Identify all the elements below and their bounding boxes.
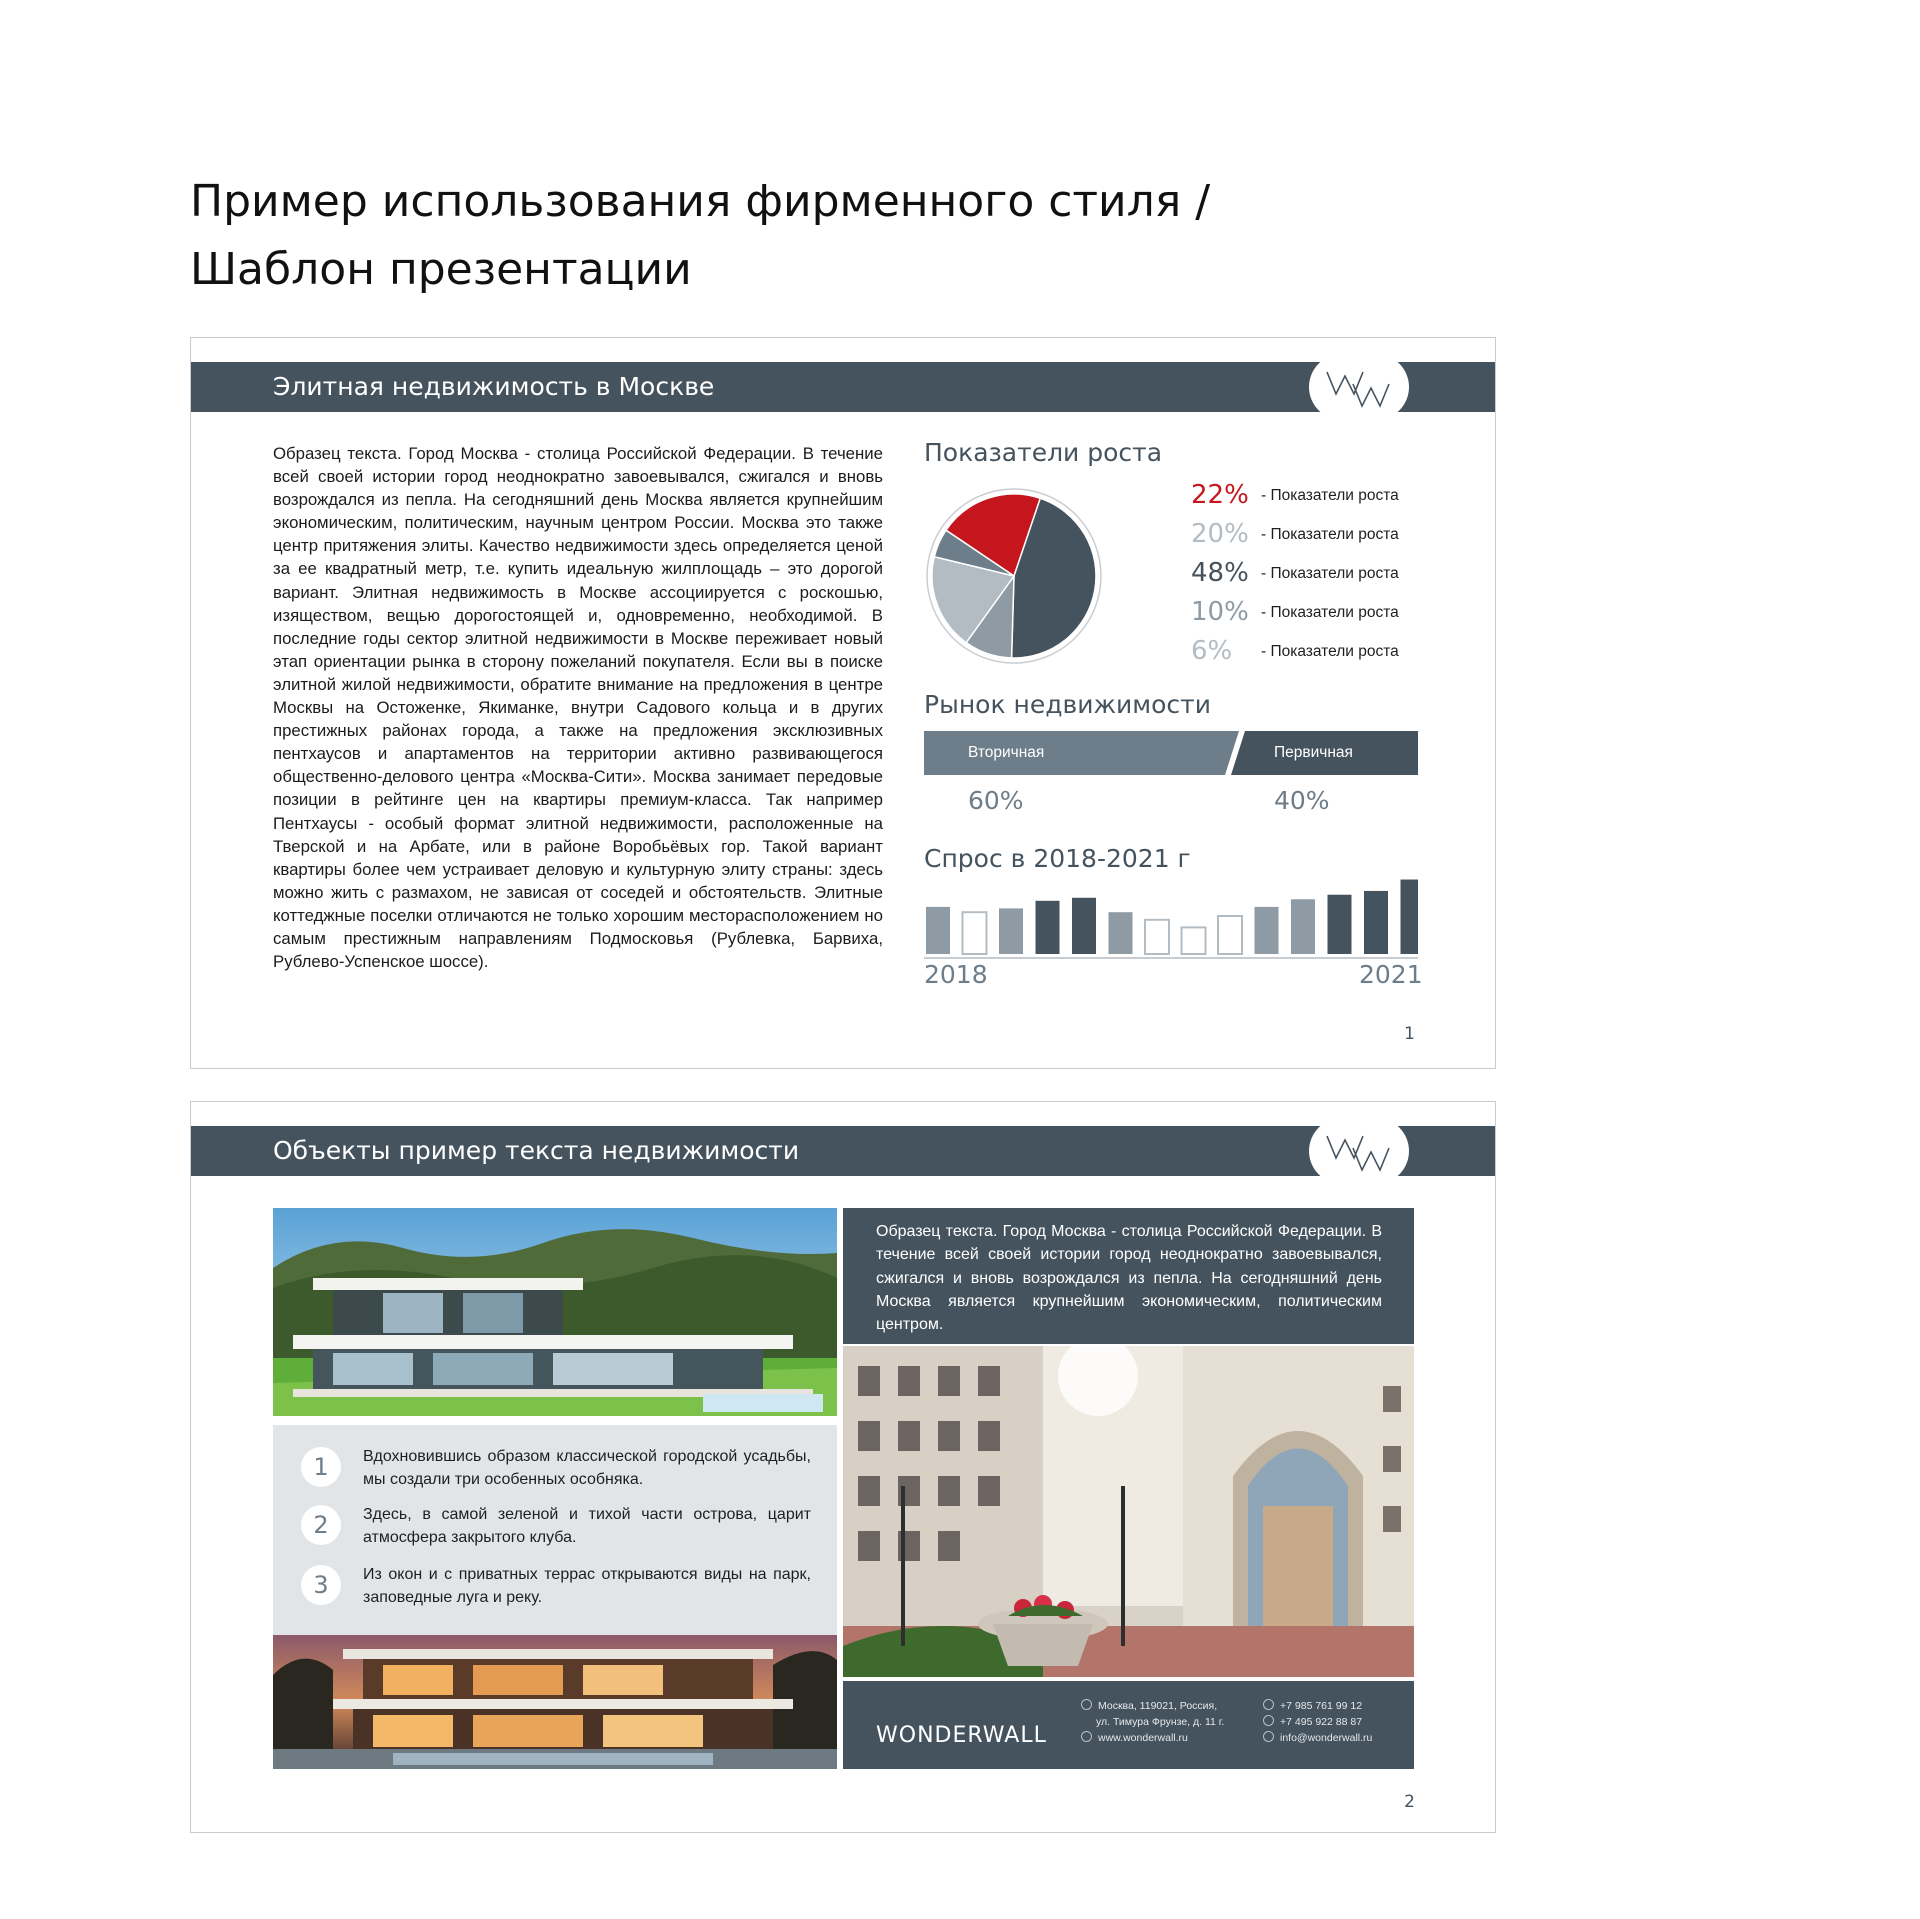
- mail-icon: [1263, 1731, 1274, 1742]
- location-icon: [1081, 1699, 1092, 1710]
- page-title: [190, 168, 1490, 304]
- list-item-2: Здесь, в самой зеленой и тихой части острова, царит атмосфера закрытого клуба.: [363, 1506, 811, 1546]
- brand-logo-text: WONDERWALL: [876, 1723, 1047, 1748]
- page-title-line-1: Пример использования фирменного стиля /: [190, 176, 1211, 227]
- legend-label: - Показатели роста: [1261, 643, 1399, 660]
- email[interactable]: info@wonderwall.ru: [1263, 1730, 1372, 1746]
- address-line-1: Москва, 119021, Россия,: [1081, 1698, 1217, 1714]
- demand-year-start: 2018: [924, 960, 988, 989]
- list-number-3: 3: [301, 1565, 341, 1605]
- legend-percent: 10%: [1191, 597, 1249, 627]
- features-list: [273, 1425, 837, 1637]
- ww-logo-icon: [1309, 1118, 1409, 1184]
- contact-footer: [843, 1681, 1414, 1769]
- phone-icon: [1263, 1699, 1274, 1710]
- globe-icon: [1081, 1731, 1092, 1742]
- phone-icon: [1263, 1715, 1274, 1726]
- market-primary-label: Первичная: [1274, 744, 1353, 761]
- legend-percent: 48%: [1191, 558, 1249, 588]
- slide-header-title: Элитная недвижимость в Москве: [273, 372, 715, 401]
- market-bar: [924, 731, 1418, 775]
- slide-number: 1: [1404, 1024, 1415, 1044]
- courtyard-photo: [843, 1346, 1414, 1677]
- demand-bar-12: [1328, 895, 1352, 954]
- demand-bar-1: [926, 907, 950, 954]
- slide-2: [190, 1101, 1496, 1833]
- growth-title: Показатели роста: [924, 438, 1163, 467]
- address-line-2: ул. Тимура Фрунзе, д. 11 г.: [1096, 1716, 1225, 1728]
- slide-header-title: Объекты пример текста недвижимости: [273, 1136, 800, 1165]
- demand-year-end: 2021: [1359, 960, 1423, 989]
- demand-bar-chart: [924, 878, 1418, 963]
- legend-percent: 6%: [1191, 636, 1233, 666]
- info-panel: [843, 1208, 1414, 1344]
- legend-percent: 20%: [1191, 519, 1249, 549]
- info-text: Образец текста. Город Москва - столица Российской Федерации. В течение всей своей истории город неоднократно завоевывался, сжигался и вновь возрождался из пепла. На сегодняшний день Москва является крупнейшим экономическим, политическим центром.: [876, 1223, 1382, 1334]
- demand-bar-5: [1072, 898, 1096, 954]
- slide-number: 2: [1404, 1792, 1415, 1812]
- website[interactable]: www.wonderwall.ru: [1081, 1730, 1188, 1746]
- list-number-1: 1: [301, 1447, 341, 1487]
- legend-label: - Показатели роста: [1261, 487, 1399, 504]
- slide-header-bar: [191, 362, 1495, 412]
- demand-bar-13: [1364, 891, 1388, 954]
- demand-bar-14: [1401, 880, 1419, 954]
- demand-title: Спрос в 2018-2021 г: [924, 844, 1191, 873]
- slide-header-bar: [191, 1126, 1495, 1176]
- phone-2[interactable]: +7 495 922 88 87: [1263, 1714, 1362, 1730]
- market-secondary-pct: 60%: [968, 786, 1024, 815]
- demand-bar-10: [1255, 907, 1279, 954]
- page-title-line-2: Шаблон презентации: [190, 244, 692, 295]
- villa-photo: [273, 1208, 837, 1416]
- demand-bar-7: [1145, 920, 1169, 954]
- list-item-3: Из окон и с приватных террас открываются виды на парк, заповедные луга и реку.: [363, 1566, 811, 1606]
- legend-label: - Показатели роста: [1261, 565, 1399, 582]
- legend-percent: 22%: [1191, 480, 1249, 510]
- market-primary-pct: 40%: [1274, 786, 1330, 815]
- legend-label: - Показатели роста: [1261, 604, 1399, 621]
- demand-bar-6: [1109, 912, 1133, 954]
- demand-bar-4: [1036, 901, 1060, 954]
- demand-bar-2: [963, 912, 987, 954]
- list-item-1: Вдохновившись образом классической городской усадьбы, мы создали три особенных особняка.: [363, 1448, 811, 1488]
- market-secondary-label: Вторичная: [968, 744, 1045, 761]
- demand-bar-8: [1182, 927, 1206, 954]
- demand-bar-9: [1218, 916, 1242, 954]
- legend-label: - Показатели роста: [1261, 526, 1399, 543]
- demand-bar-3: [999, 908, 1023, 954]
- growth-pie-chart: [924, 486, 1104, 666]
- market-title: Рынок недвижимости: [924, 690, 1211, 719]
- body-text: Образец текста. Город Москва - столица Российской Федерации. В течение всей своей истории город неоднократно завоевывался, сжигался и вновь возрождался из пепла. На сегодняшний день Москва является крупнейшим экономическим, политическим, научным центром России. Москва это также центр притяжения элиты. Качество недвижимости здесь определяется ценой за ее квадратный метр, т.е. купить идеальную жилплощадь – это дорогой вариант. Элитная недвижимость в Москве ассоциируется с роскошью, изяществом, вещью дорогостоящей и, одновременно, необходимой. В последние годы сектор элитной недвижимости в Москве переживает новый этап ориентации рынка в сторону пожеланий покупателя. Если вы в поиске элитной жилой недвижимости, обратите внимание на предложения в центре Москвы на Остоженке, Якиманке, внутри Садового кольца и в других престижных районах города, а также на предложения эксклюзивных пентхаусов и апартаментов на территории активно развивающегося общественно-делового центра «Москва-Сити». Москва занимает передовые позиции в рейтинге цен на квартиры премиум-класса. Так например Пентхаусы - особый формат элитной недвижимости, расположенные на Тверской и на Арбате, или в районе Воробьёвых гор. Такой вариант квартиры более чем устраивает деловую и культурную элиту страны: здесь можно жить с размахом, не зависая от соседей и обстоятельств. Элитные коттеджные поселки отличаются не только хорошим месторасположением но самым престижным направлениям Подмосковья (Рублевка, Барвиха, Рублево-Успенское шоссе).: [273, 444, 883, 972]
- list-number-2: 2: [301, 1505, 341, 1545]
- phone-1[interactable]: +7 985 761 99 12: [1263, 1698, 1362, 1714]
- ww-logo-icon: [1309, 354, 1409, 420]
- slide-1: [190, 337, 1496, 1069]
- evening-house-photo: [273, 1635, 837, 1769]
- demand-bar-11: [1291, 899, 1315, 954]
